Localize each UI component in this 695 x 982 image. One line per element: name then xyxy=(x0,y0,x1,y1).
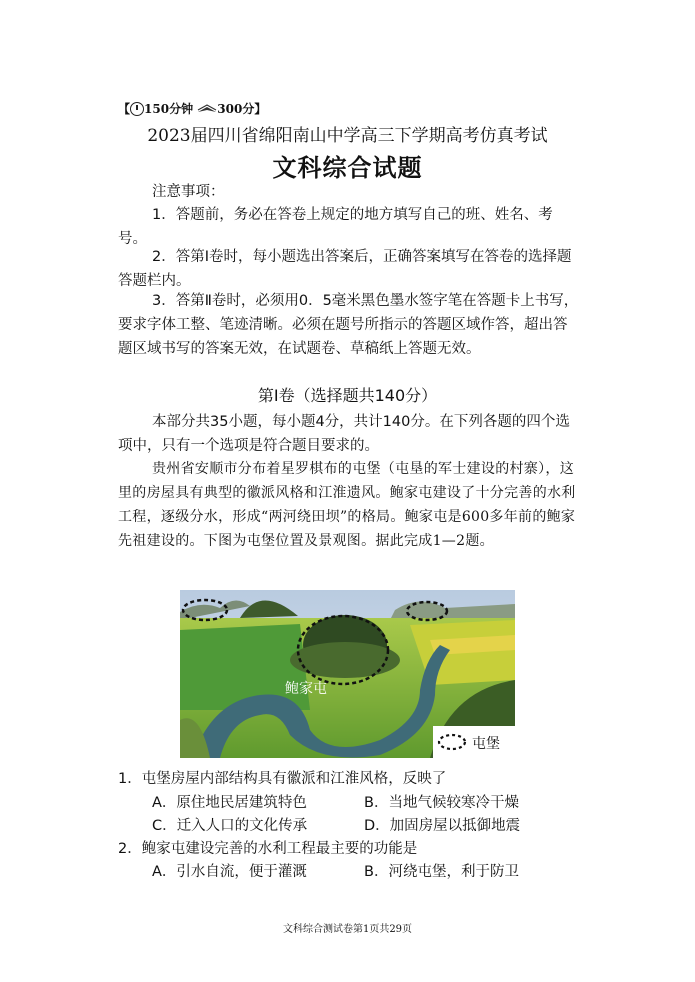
bracket-open: 【 xyxy=(118,102,131,116)
question-1-option-b[interactable]: B．当地气候较寒冷干燥 xyxy=(364,795,519,811)
bracket-close: 】 xyxy=(254,102,267,116)
note-item-3: 3．答第Ⅱ卷时，必须用0．5毫米黑色墨水签字笔在答题卡上书写，要求字体工整、笔迹清晰。必须在题号所指示的答题区域作答，超出答题区域书写的答案无效，在试题卷、草稿纸上答题无效。 xyxy=(118,293,579,357)
exam-time: 150分钟 xyxy=(144,102,194,116)
note-item-1: 1．答题前，务必在答卷上规定的地方填写自己的班、姓名、考号。 xyxy=(118,207,553,247)
landscape-photo xyxy=(180,590,515,758)
section-heading: 第Ⅰ卷（选择题共140分） xyxy=(257,386,438,405)
notes-heading: 注意事项： xyxy=(152,184,225,200)
question-1-option-d[interactable]: D．加固房屋以抵御地震 xyxy=(364,818,521,834)
legend-label: 屯堡 xyxy=(472,736,500,752)
question-1-option-a[interactable]: A．原住地民居建筑特色 xyxy=(152,795,307,811)
page-footer: 文科综合测试卷第1页共29页 xyxy=(282,924,413,935)
clock-icon xyxy=(130,102,144,116)
book-icon xyxy=(197,104,217,114)
section-intro: 本部分共35小题，每小题4分，共计140分。在下列各题的四个选项中，只有一个选项是符合题目要求的。 xyxy=(118,414,570,454)
passage: 贵州省安顺市分布着星罗棋布的屯堡（屯垦的军士建设的村寨），这里的房屋具有典型的徽派风格和江淮遗风。鲍家屯建设了十分完善的水利工程，逐级分水，形成“两河绕田坝”的格局。鲍家屯是600多年前的鲍家先祖建设的。下图为屯堡位置及景观图。据此完成1—2题。 xyxy=(118,461,576,549)
question-1-stem: 1．屯堡房屋内部结构具有徽派和江淮风格，反映了 xyxy=(118,771,447,787)
village-label: 鲍家屯 xyxy=(285,681,327,697)
note-item-2: 2．答第Ⅰ卷时，每小题选出答案后，正确答案填写在答卷的选择题答题栏内。 xyxy=(118,249,572,289)
question-2-stem: 2．鲍家屯建设完善的水利工程最主要的功能是 xyxy=(118,841,418,857)
exam-title: 2023届四川省绵阳南山中学高三下学期高考仿真考试 xyxy=(147,126,548,146)
exam-score: 300分 xyxy=(217,102,255,116)
question-2-option-b[interactable]: B．河绕屯堡，利于防卫 xyxy=(364,864,519,880)
landscape-figure xyxy=(180,590,515,758)
question-1-option-c[interactable]: C．迁入人口的文化传承 xyxy=(152,818,308,834)
subject-title: 文科综合试题 xyxy=(272,153,423,182)
exam-meta xyxy=(118,100,266,117)
question-2-option-a[interactable]: A．引水自流，便于灌溉 xyxy=(152,864,307,880)
